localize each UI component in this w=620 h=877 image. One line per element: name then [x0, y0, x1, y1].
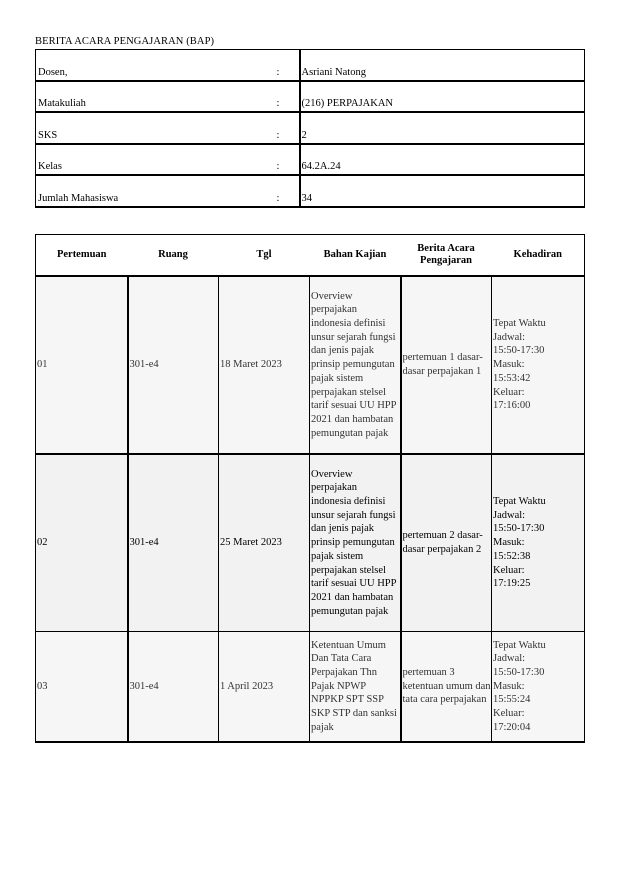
kehadiran-line: Keluar: [493, 708, 525, 720]
kehadiran-line: 15:53:42 [493, 372, 531, 384]
kehadiran-line: 15:50-17:30 [493, 345, 545, 357]
cell-bahan-kajian: Ketentuan Umum Dan Tata Cara Perpajakan Thn Pajak NPWP NPPKP SPT SSP SKP STP dan sanksi pajak [310, 632, 401, 743]
info-value-dosen: Asriani Natong [300, 50, 585, 81]
kehadiran-line: Jadwal: [493, 331, 526, 343]
cell-berita-acara: pertemuan 1 dasar-dasar perpajakan 1 [401, 276, 492, 454]
cell-kehadiran [492, 632, 585, 743]
cell-pertemuan: 02 [36, 454, 128, 632]
cell-tgl: 25 Maret 2023 [219, 454, 310, 632]
cell-ruang: 301-e4 [128, 632, 219, 743]
kehadiran-line: Jadwal: [493, 653, 526, 665]
cell-bahan-kajian: Overview perpajakan indonesia definisi unsur sejarah fungsi dan jenis pajak prinsip pemungutan pajak sistem perpajakan stelsel tarif sesuai UU HPP 2021 dan hambatan pemungutan pajak [310, 276, 401, 454]
table-row [36, 632, 585, 743]
kehadiran-line: Masuk: [493, 680, 525, 692]
column-header-tgl: Tgl [219, 235, 310, 277]
info-colon: : [276, 161, 280, 172]
cell-pertemuan: 03 [36, 632, 128, 743]
info-colon: : [276, 66, 280, 78]
kehadiran-line: Keluar: [493, 564, 525, 576]
info-colon: : [276, 98, 280, 109]
cell-berita-acara: pertemuan 2 dasar-dasar perpajakan 2 [401, 454, 492, 632]
info-row-kelas [36, 144, 585, 176]
info-label: Kelas [38, 161, 62, 172]
table-row [36, 454, 585, 632]
kehadiran-line: 17:19:25 [493, 578, 531, 590]
kehadiran-line: 15:50-17:30 [493, 523, 545, 535]
info-row-sks [36, 112, 585, 144]
kehadiran-line: Keluar: [493, 386, 525, 398]
kehadiran-line: 15:50-17:30 [493, 666, 545, 678]
cell-ruang: 301-e4 [128, 276, 219, 454]
cell-kehadiran [492, 454, 585, 632]
info-colon: : [276, 192, 280, 204]
cell-kehadiran [492, 276, 585, 454]
column-header-ruang: Ruang [128, 235, 219, 277]
kehadiran-line: Masuk: [493, 359, 525, 371]
info-value-jumlah-mahasiswa: 34 [300, 175, 585, 207]
column-header-pertemuan: Pertemuan [36, 235, 128, 277]
teaching-record-table [35, 234, 585, 743]
kehadiran-line: 15:55:24 [493, 694, 531, 706]
cell-pertemuan: 01 [36, 276, 128, 454]
cell-tgl: 1 April 2023 [219, 632, 310, 743]
document-title: BERITA ACARA PENGAJARAN (BAP) [35, 36, 215, 47]
kehadiran-line: Jadwal: [493, 509, 526, 521]
info-label: Dosen, [38, 66, 68, 78]
column-header-bahan-kajian: Bahan Kajian [310, 235, 401, 277]
info-label: SKS [38, 129, 58, 141]
cell-ruang: 301-e4 [128, 454, 219, 632]
course-info-table [35, 49, 585, 208]
cell-bahan-kajian: Overview perpajakan indonesia definisi unsur sejarah fungsi dan jenis pajak prinsip pemungutan pajak sistem perpajakan stelsel tarif sesuai UU HPP 2021 dan hambatan pemungutan pajak [310, 454, 401, 632]
kehadiran-line: 15:52:38 [493, 550, 531, 562]
info-label: Jumlah Mahasiswa [38, 192, 119, 204]
info-value-kelas: 64.2A.24 [300, 144, 585, 176]
kehadiran-status: Tepat Waktu [493, 496, 546, 508]
column-header-kehadiran: Kehadiran [492, 235, 585, 277]
cell-berita-acara: pertemuan 3 ketentuan umum dan tata cara perpajakan [401, 632, 492, 743]
kehadiran-line: 17:16:00 [493, 400, 531, 412]
info-row-jumlah-mahasiswa [36, 175, 585, 207]
info-label: Matakuliah [38, 98, 86, 109]
info-row-dosen [36, 50, 585, 81]
kehadiran-line: 17:20:04 [493, 721, 531, 733]
cell-tgl: 18 Maret 2023 [219, 276, 310, 454]
info-value-matakuliah: (216) PERPAJAKAN [300, 81, 585, 113]
info-colon: : [276, 129, 280, 141]
table-header-row [36, 235, 585, 277]
info-value-sks: 2 [300, 112, 585, 144]
info-row-matakuliah [36, 81, 585, 113]
table-row [36, 276, 585, 454]
kehadiran-status: Tepat Waktu [493, 639, 546, 651]
column-header-berita-acara: Berita Acara Pengajaran [401, 235, 492, 277]
kehadiran-status: Tepat Waktu [493, 318, 546, 330]
kehadiran-line: Masuk: [493, 537, 525, 549]
